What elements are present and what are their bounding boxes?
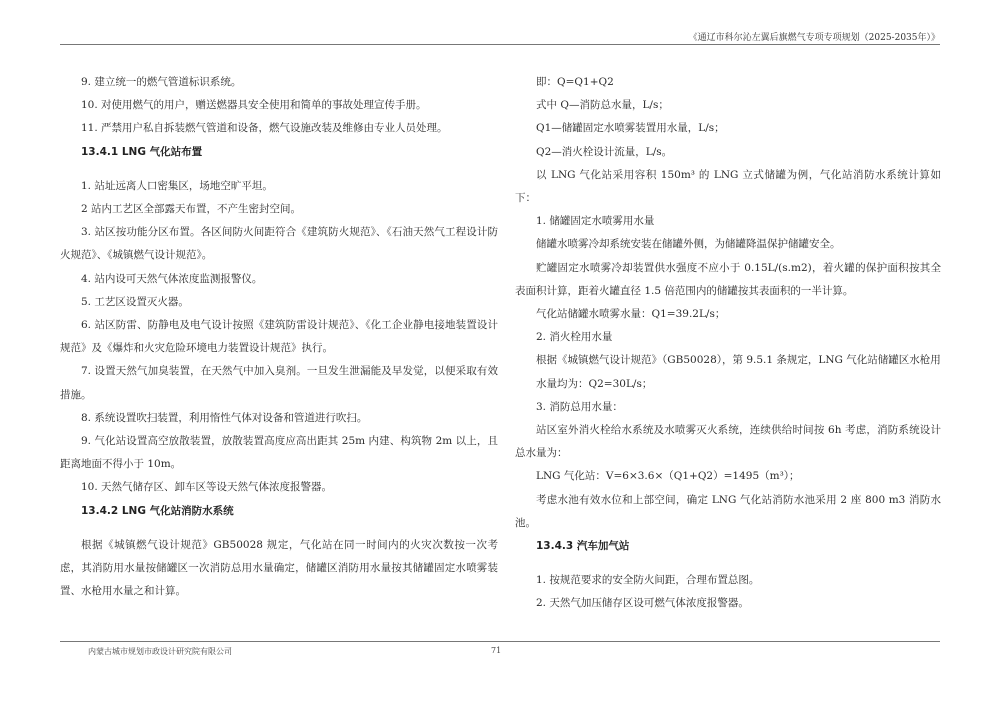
paragraph: 根据《城镇燃气设计规范》（GB50028），第 9.5.1 条规定，LNG 气化站储罐区水枪用 xyxy=(536,354,941,367)
section-heading: 13.4.1 LNG 气化站布置 xyxy=(81,145,203,158)
paragraph: 4. 站内设可天然气体浓度监测报警仪。 xyxy=(81,272,263,285)
paragraph: 贮罐固定水喷雾冷却装置供水强度不应小于 0.15L/(s.m2)，着火罐的保护面积按其全表面积计算，距着火罐直径 1.5 倍范围内的储罐按其表面积的一半计算。 xyxy=(515,261,941,297)
paragraph: 储罐水喷雾冷却系统安装在储罐外侧，为储罐降温保护储罐安全。 xyxy=(536,238,841,251)
paragraph: 10. 对使用燃气的用户，赠送燃器具安全使用和简单的事故处理宣传手册。 xyxy=(81,99,427,112)
paragraph: 根据《城镇燃气设计规范》GB50028 规定，气化站在同一时间内的火灾次数按一次考虑，其消防用水量按储罐区一次消防总用水量确定，储罐区消防用水量按其储罐固定水喷雾装置、水枪用水量之和计算。 xyxy=(60,538,498,598)
paragraph: 以 LNG 气化站采用容积 150m³ 的 LNG 立式储罐为例，气化站消防水系统计算如下： xyxy=(515,168,941,205)
paragraph: 2. 消火栓用水量 xyxy=(536,331,613,344)
paragraph: 2 站内工艺区全部露天布置，不产生密封空间。 xyxy=(81,203,302,216)
paragraph: 7. 设置天然气加臭装置，在天然气中加入臭剂。一旦发生泄漏能及早发觉，以便采取有效措施。 xyxy=(60,365,498,401)
spacer xyxy=(515,558,941,569)
right-column xyxy=(515,71,941,616)
paragraph: 即：Q=Q1+Q2 xyxy=(536,76,614,88)
footer-divider xyxy=(60,641,940,642)
paragraph: 2. 天然气加压储存区设可燃气体浓度报警器。 xyxy=(536,597,749,610)
paragraph: 站区室外消火栓给水系统及水喷雾灭火系统，连续供给时间按 6h 考虑，消防系统设计总水量为： xyxy=(515,424,941,460)
paragraph: 9. 建立统一的燃气管道标识系统。 xyxy=(81,76,242,88)
paragraph: LNG 气化站：V=6×3.6×（Q1+Q2）=1495（m³）； xyxy=(536,470,800,483)
paragraph: 气化站储罐水喷雾水量：Q1=39.2L/s； xyxy=(536,308,726,321)
paragraph: 1. 储罐固定水喷雾用水量 xyxy=(536,215,655,228)
paragraph: Q1—储罐固定水喷雾装置用水量，L/s； xyxy=(536,122,725,135)
spacer xyxy=(60,164,498,175)
header-divider xyxy=(60,44,940,45)
paragraph: 8. 系统设置吹扫装置，利用惰性气体对设备和管道进行吹扫。 xyxy=(81,411,368,424)
paragraph: 11. 严禁用户私自拆装燃气管道和设备，燃气设施改装及维修由专业人员处理。 xyxy=(81,122,448,135)
left-column xyxy=(60,71,498,603)
paragraph: 水量均为：Q2=30L/s； xyxy=(536,377,653,390)
paragraph: 1. 按规范要求的安全防火间距，合理布置总图。 xyxy=(536,574,760,587)
running-header: 《通辽市科尔沁左翼后旗燃气专项专项规划（2025-2035年）》 xyxy=(688,33,940,43)
page-number: 71 xyxy=(491,646,502,655)
paragraph: 5. 工艺区设置灭火器。 xyxy=(81,295,189,308)
section-heading: 13.4.3 汽车加气站 xyxy=(536,540,630,553)
paragraph: 式中 Q—消防总水量，L/s； xyxy=(536,99,669,112)
footer-organization: 内蒙古城市规划市政设计研究院有限公司 xyxy=(88,647,232,656)
paragraph: 6. 站区防雷、防静电及电气设计按照《建筑防雷设计规范》、《化工企业静电接地装置设计规范》及《爆炸和火灾危险环境电力装置设计规范》执行。 xyxy=(60,319,498,355)
paragraph: 3. 站区按功能分区布置。各区间防火间距符合《建筑防火规范》、《石油天然气工程设计防火规范》、《城镇燃气设计规范》。 xyxy=(60,226,498,262)
paragraph: 考虑水池有效水位和上部空间，确定 LNG 气化站消防水池采用 2 座 800 m3 消防水池。 xyxy=(515,493,941,529)
spacer xyxy=(60,523,498,534)
section-heading: 13.4.2 LNG 气化站消防水系统 xyxy=(81,504,234,517)
paragraph: 9. 气化站设置高空放散装置，放散装置高度应高出距其 25m 内建、构筑物 2m 以上，且距离地面不得小于 10m。 xyxy=(60,435,498,471)
paragraph: 10. 天然气储存区、卸车区等设天然气体浓度报警器。 xyxy=(81,481,333,494)
paragraph: Q2—消火栓设计流量，L/s。 xyxy=(536,145,673,158)
paragraph: 3. 消防总用水量： xyxy=(536,400,623,413)
paragraph: 1. 站址远离人口密集区，场地空旷平坦。 xyxy=(81,179,273,192)
